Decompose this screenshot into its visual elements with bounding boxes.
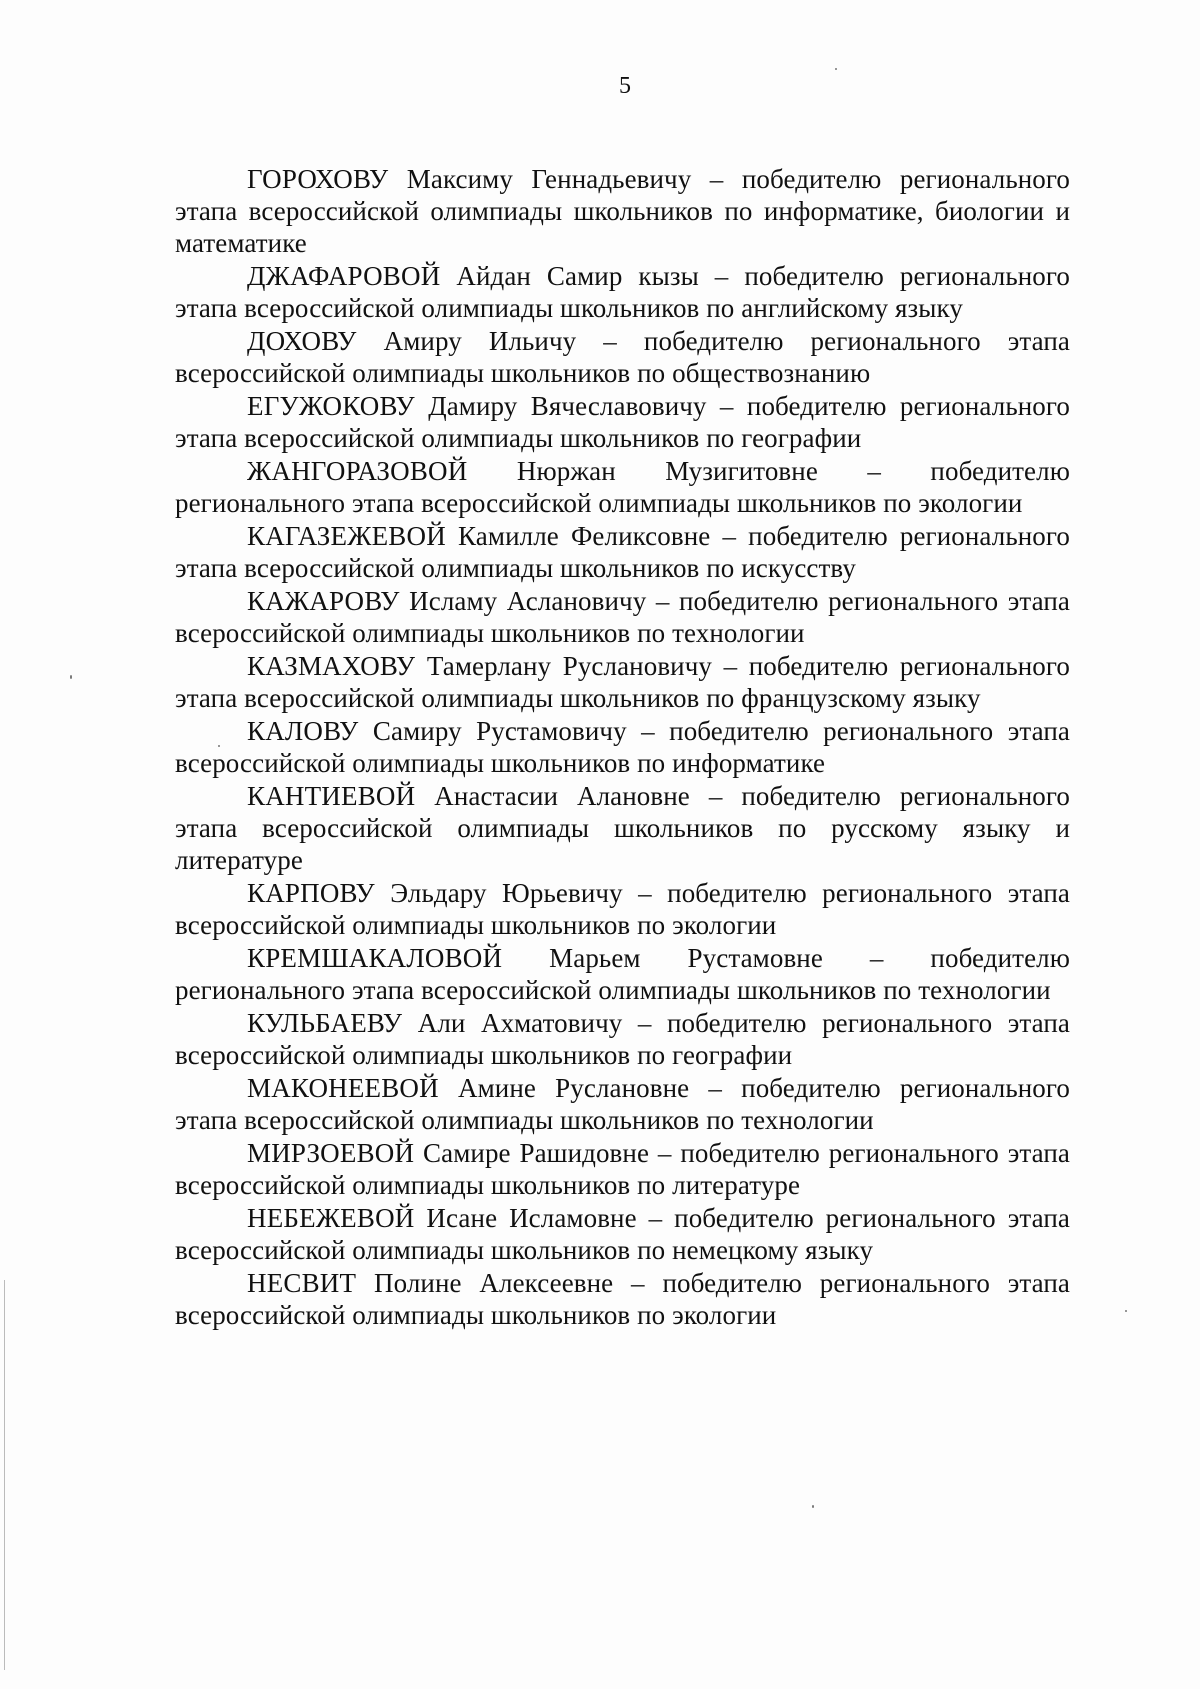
awardee-details: Марьем Рустамовне – победителю регионального этапа всероссийской олимпиады школьников по технологии bbox=[175, 943, 1070, 1005]
scan-speck bbox=[835, 68, 837, 70]
awardee-list bbox=[175, 163, 1070, 1332]
awardee-entry bbox=[175, 390, 1070, 454]
awardee-surname: КАГАЗЕЖЕВОЙ bbox=[247, 521, 446, 551]
awardee-surname: ДЖАФАРОВОЙ bbox=[247, 261, 441, 291]
awardee-entry bbox=[175, 455, 1070, 519]
awardee-surname: КАЖАРОВУ bbox=[247, 586, 400, 616]
awardee-surname: ГОРОХОВУ bbox=[247, 164, 389, 194]
awardee-details: Исламу Аслановичу – победителю регионального этапа всероссийской олимпиады школьников по технологии bbox=[175, 586, 1071, 648]
awardee-surname: ЕГУЖОКОВУ bbox=[247, 391, 415, 421]
awardee-surname: КАНТИЕВОЙ bbox=[247, 781, 416, 811]
awardee-entry bbox=[175, 1267, 1070, 1331]
page-number: 5 bbox=[619, 73, 631, 99]
awardee-surname: ДОХОВУ bbox=[247, 326, 357, 356]
awardee-entry bbox=[175, 585, 1070, 649]
scan-speck bbox=[70, 675, 72, 679]
awardee-surname: НЕСВИТ bbox=[247, 1268, 357, 1298]
awardee-surname: НЕБЕЖЕВОЙ bbox=[247, 1203, 415, 1233]
awardee-details: Амине Руслановне – победителю регионального этапа всероссийской олимпиады школьников по технологии bbox=[175, 1073, 1070, 1135]
awardee-details: Нюржан Музигитовне – победителю регионального этапа всероссийской олимпиады школьников по экологии bbox=[175, 456, 1070, 518]
awardee-details: Айдан Самир кызы – победителю регионального этапа всероссийской олимпиады школьников по английскому языку bbox=[175, 261, 1070, 323]
awardee-surname: КУЛЬБАЕВУ bbox=[247, 1008, 403, 1038]
awardee-entry bbox=[175, 1007, 1070, 1071]
awardee-entry bbox=[175, 520, 1070, 584]
awardee-surname: МИРЗОЕВОЙ bbox=[247, 1138, 415, 1168]
awardee-entry bbox=[175, 942, 1070, 1006]
scan-speck bbox=[1125, 1310, 1127, 1312]
awardee-entry bbox=[175, 325, 1070, 389]
awardee-entry bbox=[175, 260, 1070, 324]
scan-speck bbox=[812, 1505, 814, 1508]
awardee-details: Камилле Феликсовне – победителю регионального этапа всероссийской олимпиады школьников по искусству bbox=[175, 521, 1070, 583]
awardee-details: Дамиру Вячеславовичу – победителю регионального этапа всероссийской олимпиады школьников по географии bbox=[175, 391, 1070, 453]
awardee-details: Исане Исламовне – победителю регионального этапа всероссийской олимпиады школьников по немецкому языку bbox=[175, 1203, 1070, 1265]
awardee-entry bbox=[175, 1202, 1070, 1266]
awardee-entry bbox=[175, 1072, 1070, 1136]
awardee-surname: МАКОНЕЕВОЙ bbox=[247, 1073, 439, 1103]
awardee-details: Максиму Геннадьевичу – победителю регионального этапа всероссийской олимпиады школьников по информатике, биологии и математике bbox=[175, 164, 1070, 258]
awardee-details: Полине Алексеевне – победителю регионального этапа всероссийской олимпиады школьников по экологии bbox=[175, 1268, 1070, 1330]
awardee-entry bbox=[175, 877, 1070, 941]
scan-edge-line bbox=[4, 1280, 5, 1670]
awardee-surname: КАЗМАХОВУ bbox=[247, 651, 416, 681]
awardee-details: Анастасии Алановне – победителю регионального этапа всероссийской олимпиады школьников по русскому языку и литературе bbox=[175, 781, 1070, 875]
awardee-details: Тамерлану Руслановичу – победителю регионального этапа всероссийской олимпиады школьников по французскому языку bbox=[175, 651, 1070, 713]
awardee-entry bbox=[175, 163, 1070, 259]
awardee-surname: КАЛОВУ bbox=[247, 716, 359, 746]
awardee-surname: ЖАНГОРАЗОВОЙ bbox=[247, 456, 468, 486]
awardee-details: Али Ахматовичу – победителю регионального этапа всероссийской олимпиады школьников по географии bbox=[175, 1008, 1070, 1070]
awardee-details: Самиру Рустамовичу – победителю регионального этапа всероссийской олимпиады школьников по информатике bbox=[175, 716, 1070, 778]
awardee-details: Эльдару Юрьевичу – победителю регионального этапа всероссийской олимпиады школьников по экологии bbox=[175, 878, 1070, 940]
awardee-entry bbox=[175, 715, 1070, 779]
scan-speck bbox=[218, 745, 220, 747]
awardee-entry bbox=[175, 780, 1070, 876]
awardee-entry bbox=[175, 1137, 1070, 1201]
awardee-surname: КАРПОВУ bbox=[247, 878, 375, 908]
awardee-surname: КРЕМШАКАЛОВОЙ bbox=[247, 943, 503, 973]
awardee-details: Амиру Ильичу – победителю регионального этапа всероссийской олимпиады школьников по обществознанию bbox=[175, 326, 1070, 388]
awardee-details: Самире Рашидовне – победителю регионального этапа всероссийской олимпиады школьников по литературе bbox=[175, 1138, 1070, 1200]
awardee-entry bbox=[175, 650, 1070, 714]
